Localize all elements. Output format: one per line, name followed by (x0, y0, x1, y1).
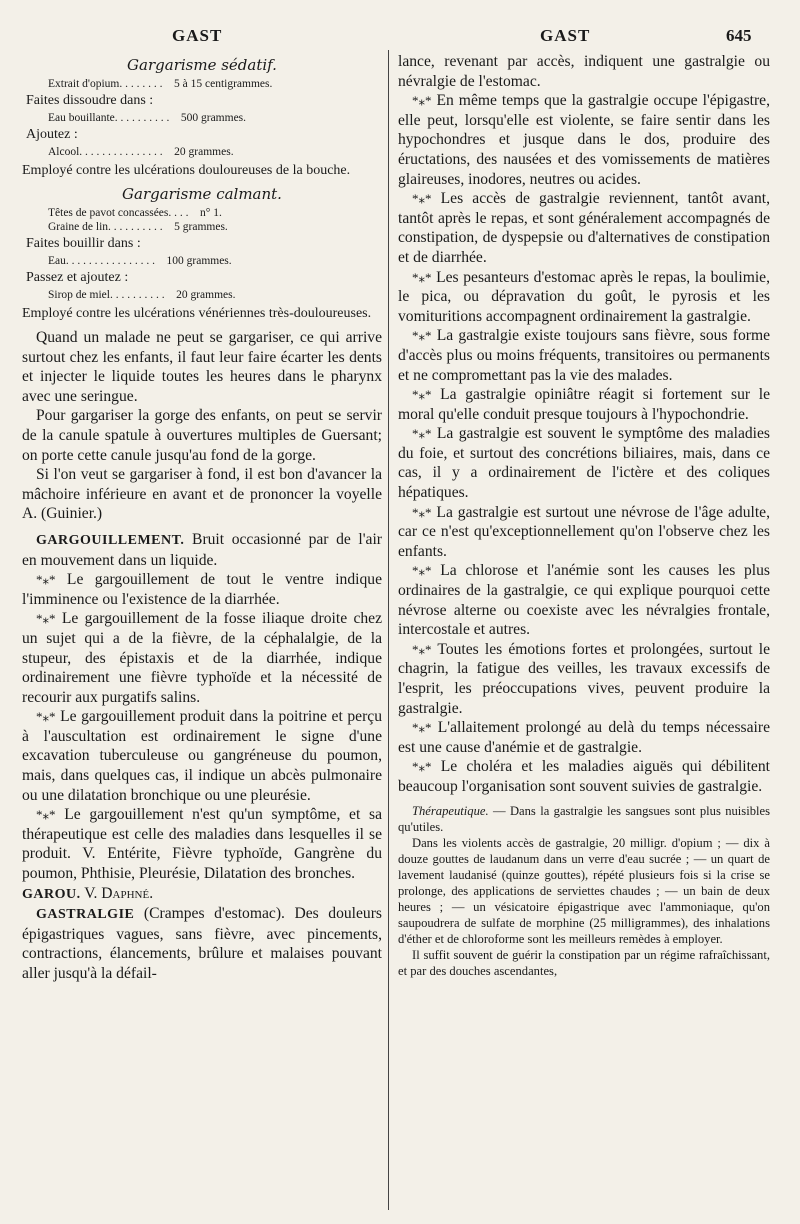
asterism-icon: *⁎* (412, 191, 432, 207)
entry-headword: GARGOUILLEMENT. (36, 532, 185, 548)
asterism-icon: *⁎* (36, 709, 56, 725)
formula-title: Gargarisme calmant. (122, 185, 282, 203)
entry-garou (22, 884, 382, 905)
paragraph: *⁎* Les accès de gastralgie reviennent, tantôt avant, tantôt après le repas, et sont généralement accompagnés de constipation, de dyspepsie ou d'alternatives de constipation et de diarrhée. (398, 190, 770, 266)
formula-note: Employé contre les ulcérations douloureuses de la bouche. (22, 163, 351, 178)
paragraph: *⁎* Le gargouillement de tout le ventre indique l'imminence ou l'existence de la diarrhée. (22, 571, 382, 608)
asterism-icon: *⁎* (412, 269, 432, 285)
asterism-icon: *⁎* (412, 504, 432, 520)
paragraph: lance, revenant par accès, indiquent une gastralgie ou névralgie de l'estomac. (398, 53, 770, 90)
formula-instruction: Faites dissoudre dans : (26, 93, 154, 108)
therapy-paragraph: Dans les violents accès de gastralgie, 20 milligr. d'opium ; — dix à douze gouttes de laudanum dans un verre d'eau sucrée ; — un quart de lavement laudanisé (quinze gouttes), répété plusieurs fois si la crise se prolonge, des applications de serviettes chaudes ; — un bain de deux heures ; — un vésicatoire épigastrique avec l'ammoniaque, qu'on saupoudrera de sulfate de morphine (25 milligrammes), des inhalations d'éther et de chloroforme sont les meilleurs remèdes à employer. (398, 835, 770, 946)
left-column (22, 56, 382, 984)
asterism-icon: *⁎* (412, 641, 432, 657)
asterism-icon: *⁎* (412, 387, 432, 403)
formula-line: Sirop de miel. . . . . . . . . . 20 grammes. (48, 289, 236, 301)
asterism-icon: *⁎* (412, 328, 432, 344)
page-number: 645 (726, 26, 752, 45)
entry-reference: V. Daphné. (80, 884, 154, 902)
paragraph: *⁎* La chlorose et l'anémie sont les causes les plus ordinaires de la gastralgie, ce qui explique pourquoi cette névrose alterne ou coexiste avec les névralgies frontale, intercostale et autres. (398, 562, 770, 639)
therapy-label: Thérapeutique. (412, 803, 489, 818)
formula-instruction: Ajoutez : (26, 127, 78, 142)
paragraph: *⁎* Le gargouillement de la fosse iliaque droite chez un sujet qui a de la fièvre, de la céphalalgie, de la stupeur, des épistaxis et de la diarrhée, indique ordinairement une fièvre typhoïde et la nécessité de recourir aux purgatifs salins. (22, 610, 382, 706)
paragraph: *⁎* Les pesanteurs d'estomac après le repas, la boulimie, le pica, ou dépravation du goût, le pyrosis et les vomituritions accompagnent ordinairement la gastralgie. (398, 268, 770, 325)
formula-line: Graine de lin. . . . . . . . . . 5 grammes. (48, 221, 228, 233)
paragraph: *⁎* La gastralgie existe toujours sans fièvre, sous forme d'accès plus ou moins fréquents, transitoires ou permanents et ne compromettant pas la vie des malades. (398, 327, 770, 384)
therapy-paragraph: Thérapeutique. — Dans la gastralgie les sangsues sont plus nuisibles qu'utiles. (398, 803, 770, 834)
asterism-icon: *⁎* (412, 563, 432, 579)
entry-definition: (Crampes d'estomac). Des douleurs épigastriques vagues, sans fièvre, avec pincements, contractions, élancements, brûlure et malaises pouvant aller jusqu'à la défail- (22, 905, 382, 982)
formula-note: Employé contre les ulcérations vénériennes très-douloureuses. (22, 306, 372, 321)
entry-headword: GASTRALGIE (36, 907, 135, 923)
asterism-icon: *⁎* (36, 572, 56, 588)
therapy-paragraph: Il suffit souvent de guérir la constipation par un régime rafraîchissant, et par des douches ascendantes, (398, 947, 770, 978)
formula-line: Eau bouillante. . . . . . . . . . 500 grammes. (48, 112, 247, 124)
column-divider (388, 50, 389, 1210)
asterism-icon: *⁎* (412, 720, 432, 736)
entry-headword: GAROU. (22, 886, 81, 902)
asterism-icon: *⁎* (36, 611, 56, 627)
paragraph: *⁎* En même temps que la gastralgie occupe l'épigastre, elle peut, lorsqu'elle est violente, se faire sentir dans les hypochondres et jusque dans le dos, produire des éructations, des nausées et des vomissements de matières glaireuses, inodores, neutres ou acides. (398, 92, 770, 188)
paragraph: *⁎* Le gargouillement n'est qu'un symptôme, et sa thérapeutique est celle des maladies dans lesquelles il se produit. V. Entérite, Fièvre typhoïde, Gangrène du poumon, Phthisie, Pleurésie, Dilatation des bronches. (22, 806, 382, 883)
paragraph: *⁎* Le gargouillement produit dans la poitrine et perçu à l'auscultation est ordinairement le signe d'une excavation tuberculeuse ou gangréneuse du poumon, mais, dans quelques cas, il indique un abcès pulmonaire ou une dilatation bronchique ou une pleurésie. (22, 708, 382, 804)
formula-title: Gargarisme sédatif. (127, 56, 277, 74)
paragraph: Si l'on veut se gargariser à fond, il est bon d'avancer la mâchoire inférieure en avant et de prononcer la voyelle A. (Guinier.) (22, 466, 382, 523)
paragraph: *⁎* La gastralgie opiniâtre réagit si fortement sur le moral qu'elle conduit presque toujours à l'hypochondrie. (398, 386, 770, 423)
asterism-icon: *⁎* (412, 93, 432, 109)
paragraph: *⁎* Le choléra et les maladies aiguës qui débilitent beaucoup l'organisation sont souvent suivies de gastralgie. (398, 758, 770, 795)
paragraph: Quand un malade ne peut se gargariser, ce qui arrive surtout chez les enfants, il faut leur faire écarter les dents et injecter le liquide toutes les heures dans le pharynx avec une seringue. (22, 329, 382, 405)
formula-line: Extrait d'opium. . . . . . . . 5 à 15 centigrammes. (48, 78, 273, 90)
paragraph: *⁎* La gastralgie est surtout une névrose de l'âge adulte, car ce n'est qu'exceptionnellement qu'on l'observe chez les enfants. (398, 503, 770, 560)
paragraph: *⁎* L'allaitement prolongé au delà du temps nécessaire est une cause d'anémie et de gastralgie. (398, 719, 770, 756)
entry-gastralgie (22, 904, 382, 983)
asterism-icon: *⁎* (412, 426, 432, 442)
right-column (398, 52, 770, 979)
formula-line: Eau. . . . . . . . . . . . . . . . 100 grammes. (48, 255, 232, 267)
entry-definition: Bruit occasionné par de l'air en mouvement dans un liquide. (22, 530, 382, 569)
formula-line: Alcool. . . . . . . . . . . . . . . 20 grammes. (48, 146, 234, 158)
entry-gargouillement (22, 530, 382, 570)
formula-line: Têtes de pavot concassées. . . . n° 1. (48, 207, 222, 219)
running-head-right: GAST (540, 26, 591, 45)
formula-instruction: Passez et ajoutez : (26, 270, 129, 285)
asterism-icon: *⁎* (412, 759, 432, 775)
paragraph: Pour gargariser la gorge des enfants, on peut se servir de la canule spatule à ouvertures multiples de Guersant; on porte cette canule jusqu'au fond de la gorge. (22, 407, 382, 464)
asterism-icon: *⁎* (36, 807, 56, 823)
formula-instruction: Faites bouillir dans : (26, 236, 141, 251)
running-head-left: GAST (172, 26, 223, 45)
paragraph: *⁎* La gastralgie est souvent le symptôme des maladies du foie, et surtout des concrétions biliaires, mais, dans ce cas, il y a ordinairement de l'ictère et des coliques hépatiques. (398, 425, 770, 502)
paragraph: *⁎* Toutes les émotions fortes et prolongées, surtout le chagrin, la fatigue des veilles, les travaux excessifs de l'esprit, les préoccupations vives, peuvent produire la gastralgie. (398, 640, 770, 717)
